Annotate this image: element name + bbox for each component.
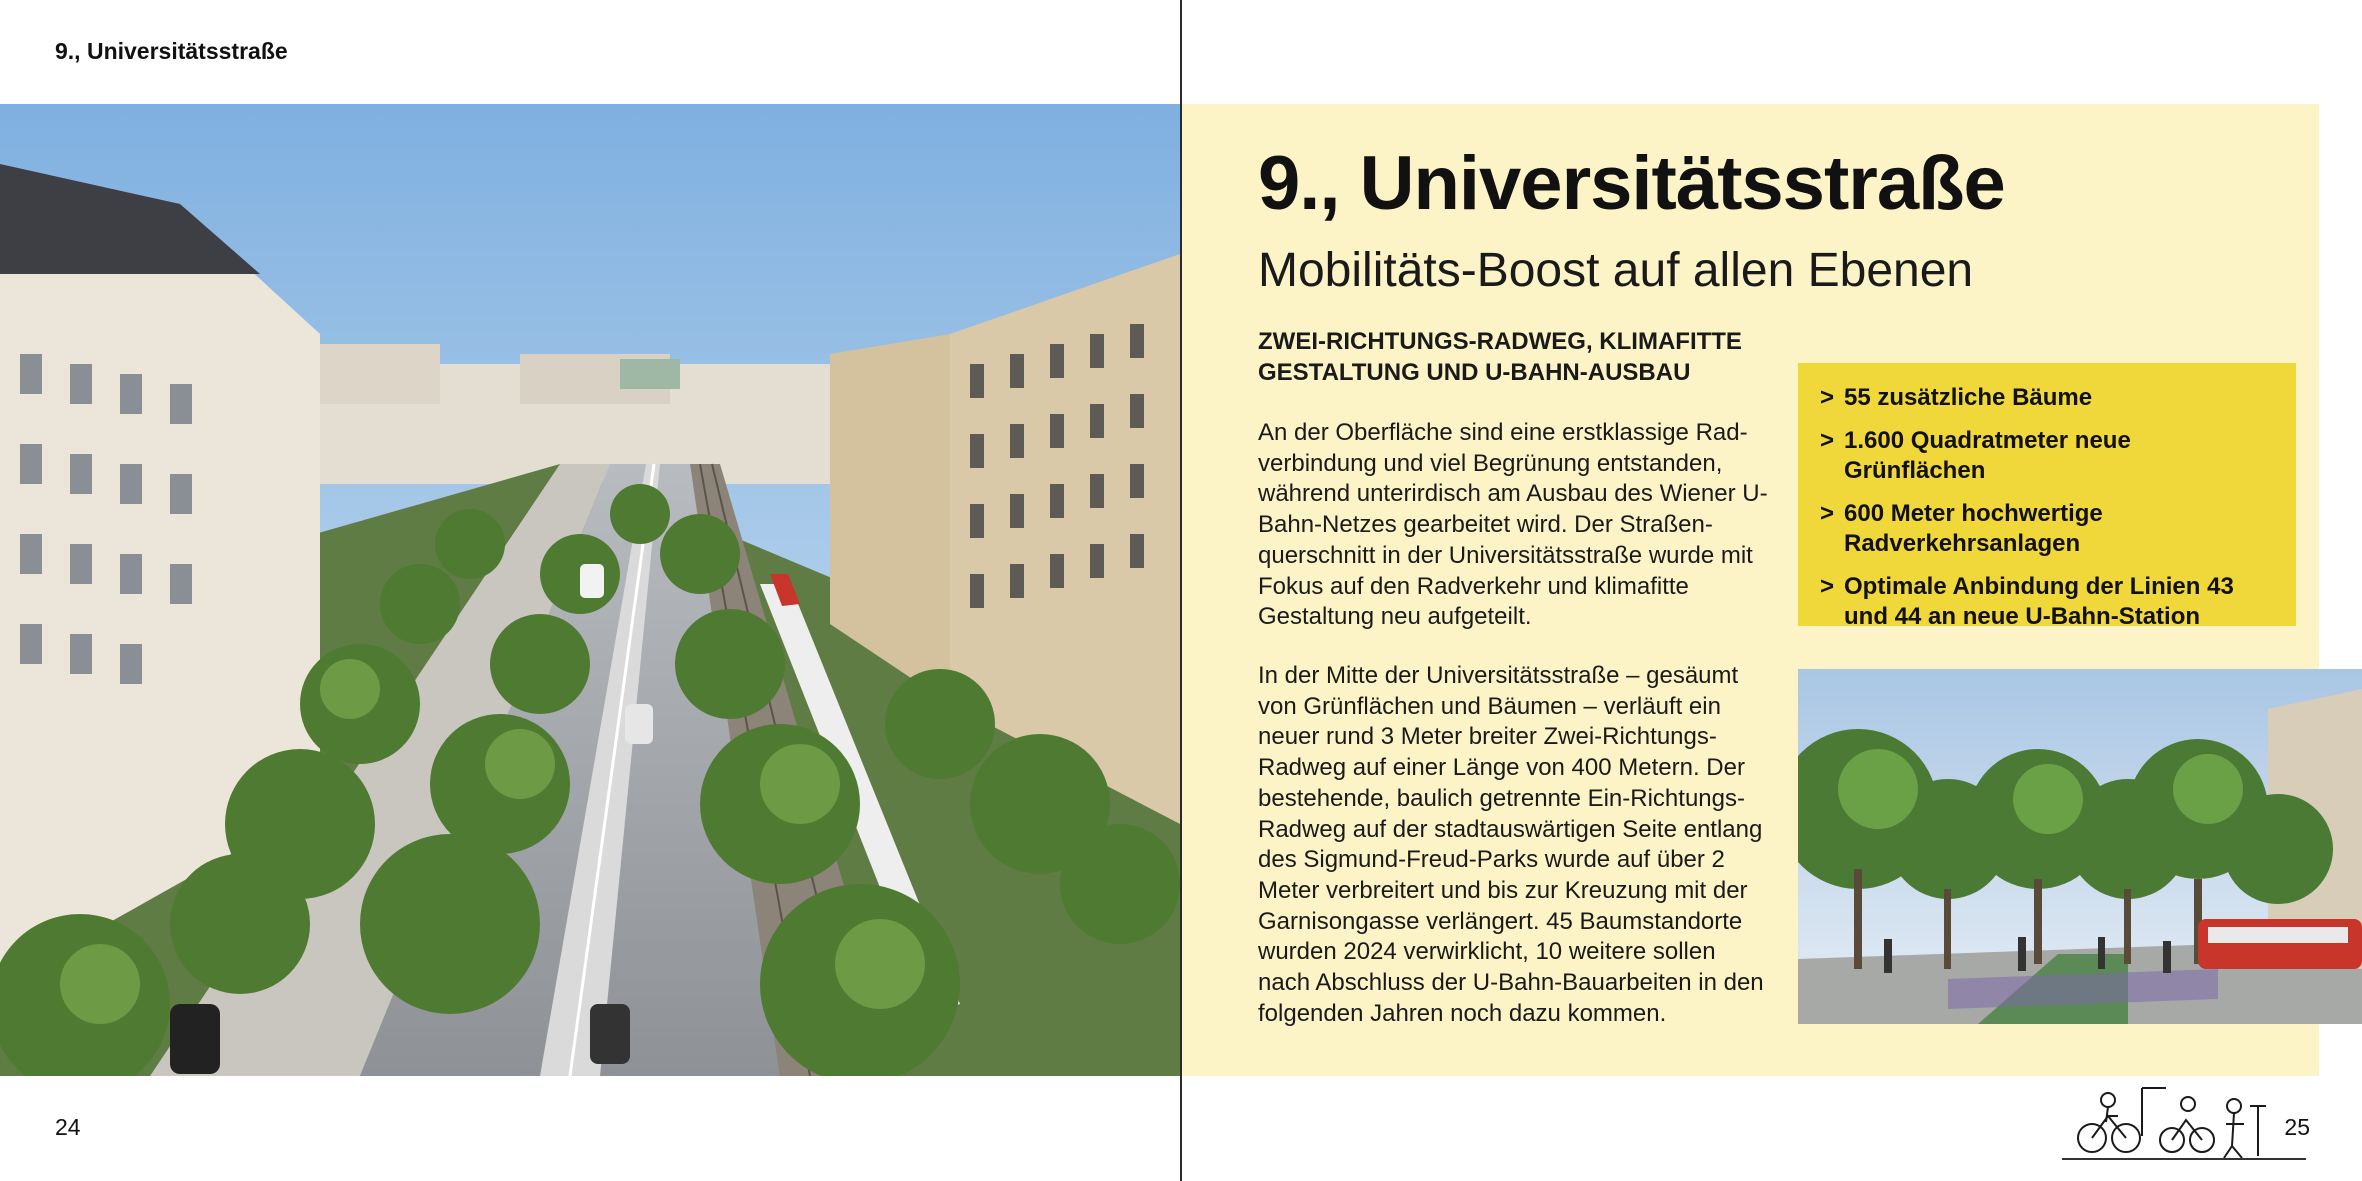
page-title: 9., Universitätsstraße xyxy=(1258,141,2005,226)
page-subtitle: Mobilitäts-Boost auf allen Ebenen xyxy=(1258,244,1974,297)
fact-item xyxy=(1820,426,2278,487)
page-number-right: 25 xyxy=(2284,1114,2310,1140)
chevron-right-icon: > xyxy=(1820,426,1835,454)
kicker-line-2: GESTALTUNG UND U-BAHN-AUSBAU xyxy=(1258,359,1691,386)
street-aerial-photo xyxy=(0,104,1180,1076)
key-facts-box xyxy=(1798,363,2296,630)
fact-text: 1.600 Quadratmeter neue Grünflächen xyxy=(1844,426,2131,484)
fact-item xyxy=(1820,572,2278,633)
fact-item xyxy=(1820,499,2278,560)
running-head: 9., Universitätsstraße xyxy=(55,38,288,64)
kicker-line-1: ZWEI-RICHTUNGS-RADWEG, KLIMAFITTE xyxy=(1258,328,1742,355)
chevron-right-icon: > xyxy=(1820,572,1835,600)
chevron-right-icon: > xyxy=(1820,384,1835,411)
fact-text: 55 zusätzliche Bäume xyxy=(1844,384,2093,411)
cyclists-illustration-icon xyxy=(2062,1076,2306,1160)
street-level-photo xyxy=(1798,669,2362,1024)
chevron-right-icon: > xyxy=(1820,499,1835,527)
page-number-left: 24 xyxy=(55,1114,81,1140)
body-paragraph-1: An der Oberfläche sind eine erstklassige Radverbindung und viel Begrünung entstanden, während unterirdisch am Ausbau des Wiener U-Bahn-Netzes gearbeitet wird. Der Straßenquerschnitt in der Universitätsstraße wurde mit Fokus auf den Radverkehr und klimafitte Gestaltung neu aufgeteilt. xyxy=(1258,419,1768,631)
fact-item xyxy=(1820,383,2278,414)
fact-text: 600 Meter hochwertige Radverkehrsanlagen xyxy=(1844,499,2103,557)
body-paragraph-2: In der Mitte der Universitätsstraße – gesäumt von Grünflächen und Bäumen – verläuft ein neuer rund 3 Meter breiter Zwei-Richtungs-Radweg auf einer Länge von 400 Metern. Der bestehende, baulich getrennte Ein-Richtungs-Radweg auf der stadtauswärtigen Seite entlang des Sigmund-Freud-Parks wurde auf über 2 Meter verbreitert und bis zur Kreuzung mit der Garnisongasse verlängert. 45 Baumstandorte wurden 2024 verwirklicht, 10 weitere sollen nach Abschluss der U-Bahn-Bauarbeiten in den folgenden Jahren noch dazu kommen. xyxy=(1258,662,1764,1027)
footer-rule xyxy=(2062,1158,2306,1160)
section-kicker xyxy=(1258,326,1778,388)
fact-text: Optimale Anbindung der Linien 43 und 44 an neue U-Bahn-Station xyxy=(1844,572,2234,630)
